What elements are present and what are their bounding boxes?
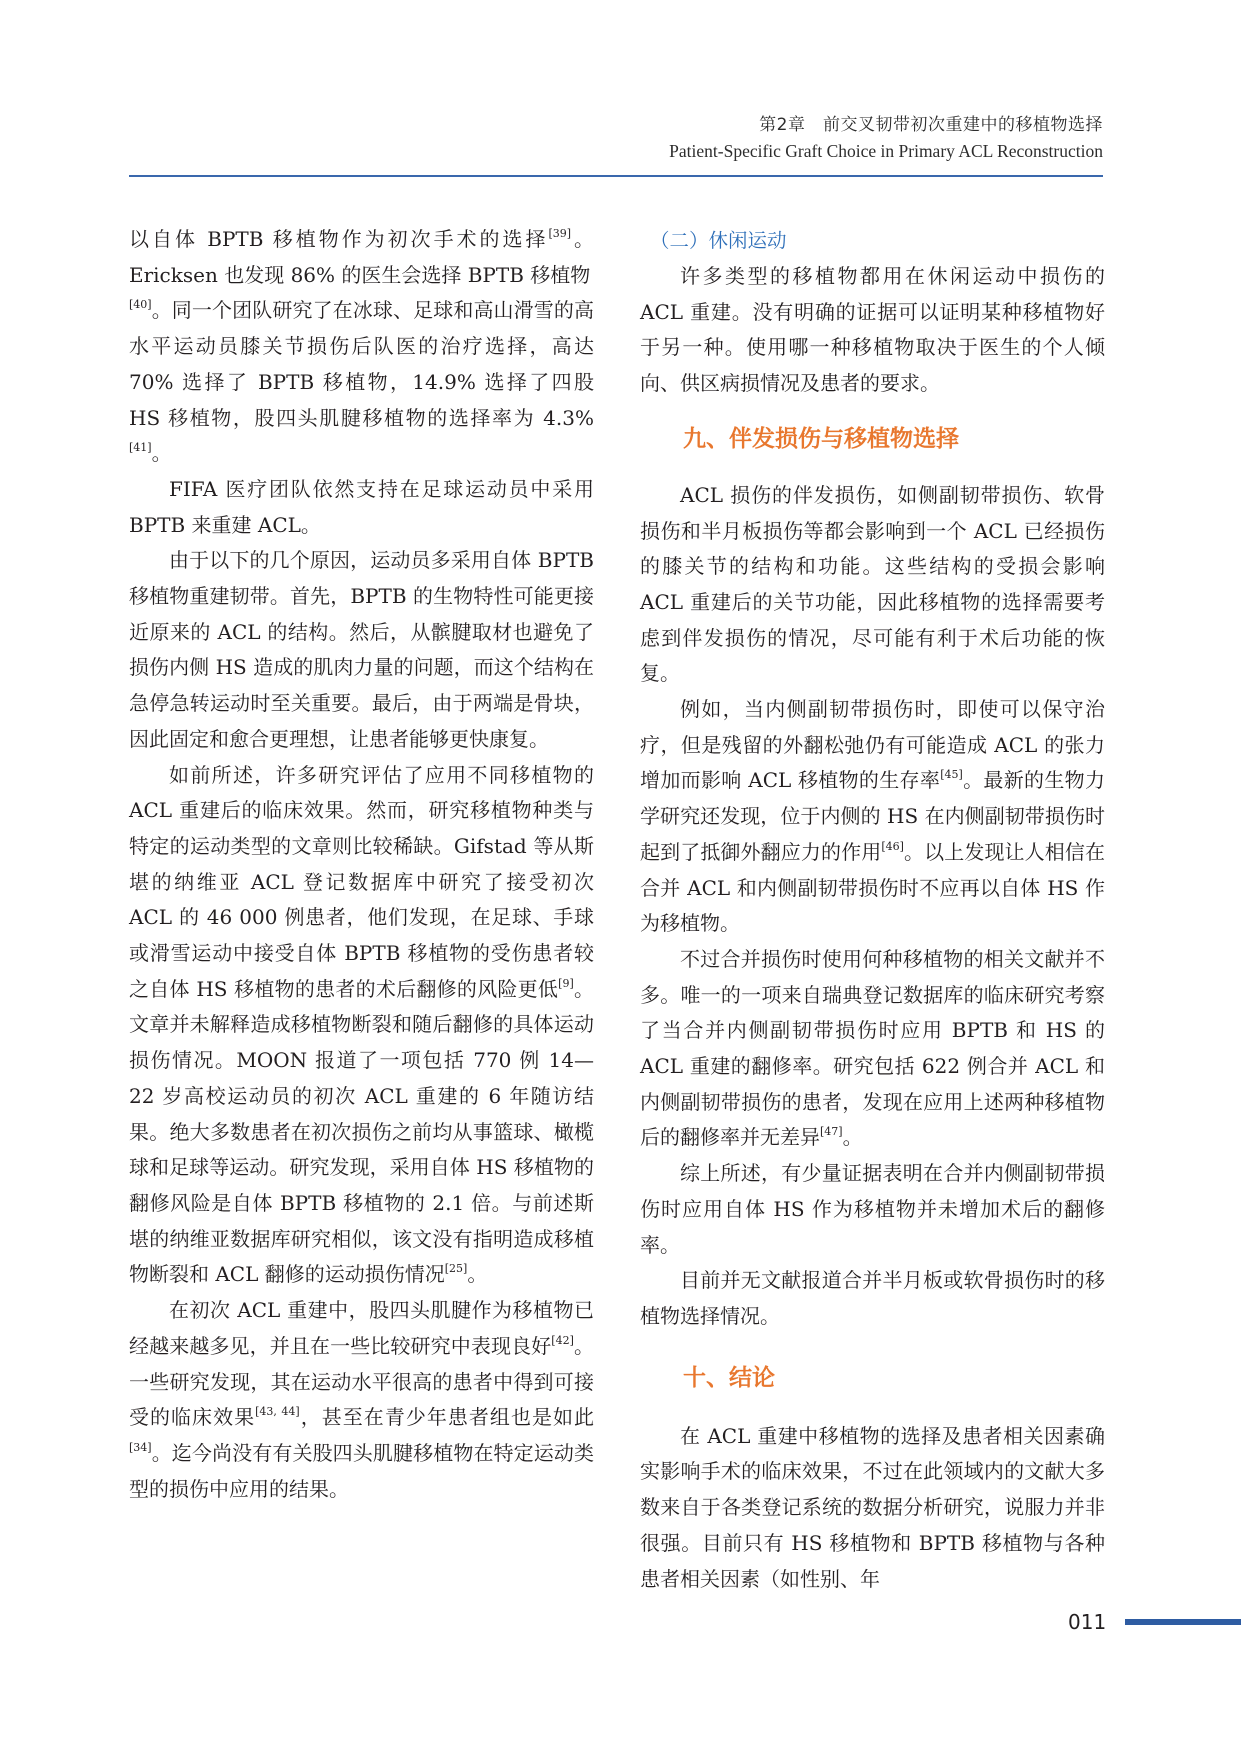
chapter-title: 第2章 前交叉韧带初次重建中的移植物选择: [759, 115, 1103, 135]
subsection-heading: （二）休闲运动: [650, 229, 787, 252]
chapter-title-english: Patient-Specific Graft Choice in Primary ACL Reconstruction: [669, 141, 1103, 161]
citation: [46]: [881, 839, 904, 853]
page-number: 011: [1068, 1610, 1107, 1634]
paragraph: 例如，当内侧副韧带损伤时，即使可以保守治疗，但是残留的外翻松弛仍有可能造成 ACL 的张力增加而影响 ACL 移植物的生存率[45]。最新的生物力学研究还发现，位于内侧的 HS 在内侧副韧带损伤时起到了抵御外翻应力的作用[46]。以上发现让人相信在合并 ACL 和内侧副韧带损伤时不应再以自体 HS 作为移植物。: [640, 697, 1106, 936]
paragraph: FIFA 医疗团队依然支持在足球运动员中采用 BPTB 来重建 ACL。: [129, 476, 594, 537]
citation: [45]: [940, 768, 963, 782]
paragraph: 不过合并损伤时使用何种移植物的相关文献并不多。唯一的一项来自瑞典登记数据库的临床研究考察了当合并内侧副韧带损伤时应用 BPTB 和 HS 的 ACL 重建的翻修率。研究包括 622 例合并 ACL 和内侧副韧带损伤的患者，发现在应用上述两种移植物后的翻修率并无差异[47]。: [640, 946, 1105, 1150]
running-header: [669, 112, 1103, 164]
citation: [40]: [129, 298, 152, 312]
left-column: [129, 222, 594, 1507]
section-heading: 九、伴发损伤与移植物选择: [683, 425, 959, 452]
header-divider: [129, 175, 1103, 177]
paragraph: 在初次 ACL 重建中，股四头肌腱作为移植物已经越来越多见，并且在一些比较研究中表现良好[42]。一些研究发现，其在运动水平很高的患者中得到可接受的临床效果[43, 44]，甚至在青少年患者组也是如此[34]。迄今尚没有有关股四头肌腱移植物在特定运动类型的损伤中应用的结果。: [129, 1298, 594, 1501]
paragraph: 如前所述，许多研究评估了应用不同移植物的 ACL 重建后的临床效果。然而，研究移植物种类与特定的运动类型的文章则比较稀缺。Gifstad 等从斯堪的纳维亚 ACL 登记数据库中研究了接受初次 ACL 的 46 000 例患者，他们发现，在足球、手球或滑雪运动中接受自体 BPTB 移植物的受伤患者较之自体 HS 移植物的患者的术后翻修的风险更低[9]。文章并未解释造成移植物断裂和随后翻修的具体运动损伤情况。MOON 报道了一项包括 770 例 14—22 岁高校运动员的初次 ACL 重建的 6 年随访结果。绝大多数患者在初次损伤之前均从事篮球、橄榄球和足球等运动。研究发现，采用自体 HS 移植物的翻修风险是自体 BPTB 移植物的 2.1 倍。与前述斯堪的纳维亚数据库研究相似，该文没有指明造成移植物断裂和 ACL 翻修的运动损伤情况[25]。: [129, 762, 595, 1287]
paragraph: 许多类型的移植物都用在休闲运动中损伤的 ACL 重建。没有明确的证据可以证明某种移植物好于另一种。使用哪一种移植物取决于医生的个人倾向、供区病损情况及患者的要求。: [640, 264, 1105, 396]
citation: [42]: [551, 1333, 574, 1347]
citation: [41]: [129, 441, 152, 455]
citation: [34]: [129, 1440, 152, 1454]
right-column: [640, 223, 1105, 1597]
citation: [9]: [558, 976, 574, 990]
citation: [47]: [820, 1125, 843, 1139]
paragraph: 综上所述，有少量证据表明在合并内侧副韧带损伤时应用自体 HS 作为移植物并未增加术后的翻修率。: [640, 1161, 1105, 1257]
citation: [43, 44]: [255, 1405, 300, 1419]
citation: [25]: [444, 1262, 468, 1276]
section-heading: 十、结论: [683, 1364, 775, 1391]
paragraph: 目前并无文献报道合并半月板或软骨损伤时的移植物选择情况。: [640, 1268, 1105, 1328]
paragraph: 在 ACL 重建中移植物的选择及患者相关因素确实影响手术的临床效果，不过在此领域内的文献大多数来自于各类登记系统的数据分析研究，说服力并非很强。目前只有 HS 移植物和 BPTB 移植物与各种患者相关因素（如性别、年: [640, 1423, 1105, 1591]
paragraph: ACL 损伤的伴发损伤，如侧副韧带损伤、软骨损伤和半月板损伤等都会影响到一个 ACL 已经损伤的膝关节的结构和功能。这些结构的受损会影响 ACL 重建后的关节功能，因此移植物的选择需要考虑到伴发损伤的情况，尽可能有利于术后功能的恢复。: [640, 482, 1105, 686]
citation: [39]: [548, 227, 572, 240]
paragraph: 以自体 BPTB 移植物作为初次手术的选择[39]。Ericksen 也发现 86% 的医生会选择 BPTB 移植物 [40]。同一个团队研究了在冰球、足球和高山滑雪的高水平运动员膝关节损伤后队医的治疗选择，高达 70% 选择了 BPTB 移植物，14.9% 选择了四股 HS 移植物，股四头肌腱移植物的选择率为 4.3%[41]。: [129, 227, 595, 466]
paragraph: 由于以下的几个原因，运动员多采用自体 BPTB 移植物重建韧带。首先，BPTB 的生物特性可能更接近原来的 ACL 的结构。然后，从髌腱取材也避免了损伤内侧 HS 造成的肌肉力量的问题，而这个结构在急停急转运动时至关重要。最后，由于两端是骨块，因此固定和愈合更理想，让患者能够更快康复。: [129, 548, 594, 751]
page-number-bar: [1125, 1619, 1241, 1625]
